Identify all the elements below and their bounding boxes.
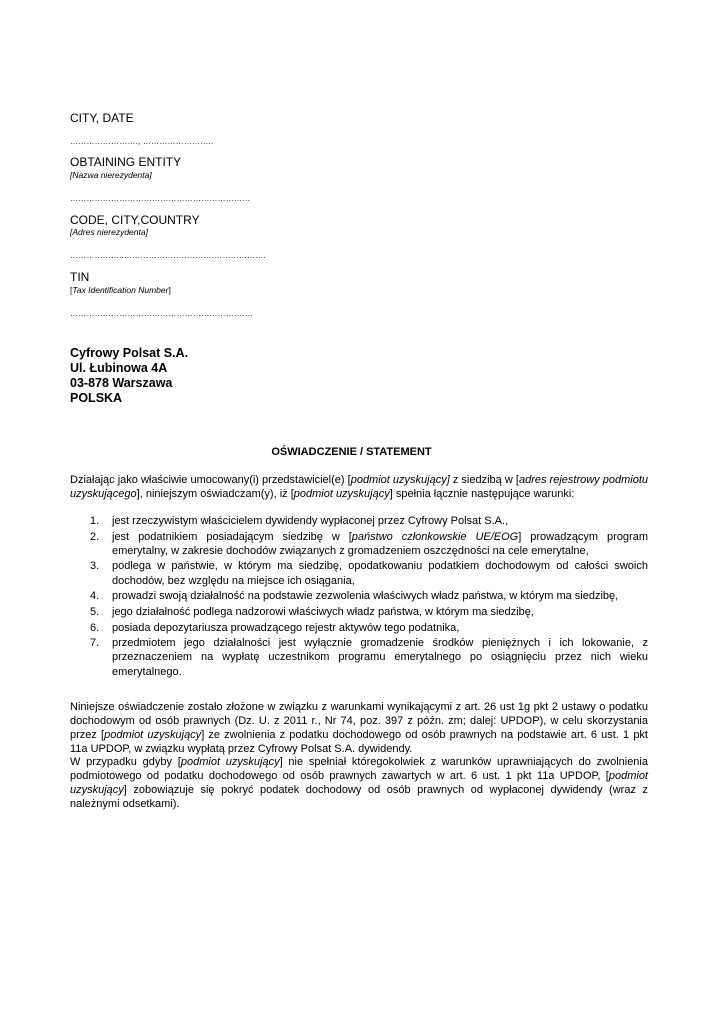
list-item-text: podlega w państwie, w którym ma siedzibę, opodatkowaniu podatkiem dochodowym od całości swoich dochodów, bez względu na miejsce ich osiągania, <box>112 560 648 587</box>
list-item-italic: państwo członkowskie UE/EOG <box>351 530 519 543</box>
recipient-country: POLSKA <box>70 391 123 405</box>
list-item-number: 1. <box>90 515 100 527</box>
intro-text-4: ] spełnia łącznie następujące warunki: <box>389 488 575 500</box>
legal-basis-text-1: Niniejsze oświadczenie zostało złożone w związku z warunkami wynikającymi z art. 26 ust 1g pkt 2 ustawy o podatku dochodowym od osób prawnych (Dz. U. z 2011 r., Nr 74, poz. 397 z późn. zm; dalej: UPDOP), w celu skorzystania przez [ <box>70 701 648 741</box>
list-item-text: przedmiotem jego działalności jest wyłącznie gromadzenie środków pieniężnych i ich lokowanie, z przeznaczeniem na wypłatę uczestnikom programu emerytalnego po osiągnięciu przez nich wieku emerytalnego. <box>112 637 648 678</box>
obtaining-entity-hint: [Nazwa nierezydenta] <box>70 170 152 180</box>
tin-hint-bracket-open: [ <box>70 285 73 295</box>
address-label: CODE, CITY,COUNTRY <box>70 213 200 227</box>
list-item-text: jest podatnikiem posiadającym siedzibę w [ <box>112 530 352 543</box>
list-item-number: 5. <box>90 605 100 618</box>
city-date-dotted-line: ……………………., …………………….. <box>70 137 214 146</box>
intro-italic-1: podmiot uzyskujący] <box>350 474 450 486</box>
address-hint: [Adres nierezydenta] <box>70 227 148 237</box>
list-item <box>70 589 648 603</box>
list-item-number: 2. <box>90 530 100 543</box>
intro-text-2: z siedzibą w [ <box>449 474 519 486</box>
recipient-street: Ul. Łubinowa 4A <box>70 361 168 375</box>
obligation-text-3: ] zobowiązuje się pokryć podatek dochodowy od osób prawnych od wypłaconej dywidendy (wraz z należnymi odsetkami). <box>70 784 648 810</box>
list-item <box>70 636 648 679</box>
list-item <box>70 621 648 635</box>
list-item <box>70 530 648 559</box>
intro-text-3: ], niniejszym oświadczam(y), iż [ <box>136 488 294 500</box>
obligation-text-2: ] nie spełniał któregokolwiek z warunków uprawniających do zwolnienia podmiotowego od podatku dochodowego od osób prawnych zawartych w art. 6 ust. 1 pkt 11a UPDOP, [ <box>70 756 648 782</box>
list-item-number: 3. <box>90 560 100 573</box>
obligation-italic-1: podmiot uzyskujący <box>180 756 280 768</box>
recipient-address <box>70 346 188 406</box>
conditions-list <box>70 514 648 680</box>
list-item-number: 4. <box>90 590 100 603</box>
list-item-number: 6. <box>90 621 100 634</box>
address-dotted-line: ………………..……………………………………………. <box>70 251 266 260</box>
tin-label: TIN <box>70 270 90 284</box>
list-item-text: ] prowadzącym program emerytalny, w zakresie dochodów związanych z gromadzeniem oszczędności na cele emerytalne, <box>112 530 648 557</box>
obtaining-entity-dotted-line: ………………………………………………………… <box>70 194 251 203</box>
recipient-postal-city: 03-878 Warszawa <box>70 376 173 390</box>
statement-title: OŚWIADCZENIE / STATEMENT <box>271 446 432 458</box>
list-item <box>70 514 648 528</box>
statement-obligation <box>70 755 648 811</box>
list-item-text: jest rzeczywistym właścicielem dywidendy wypłaconej przez Cyfrowy Polsat S.A., <box>112 515 509 527</box>
city-date-label: CITY, DATE <box>70 111 134 125</box>
list-item <box>70 559 648 588</box>
intro-text-1: Działając jako właściwie umocowany(i) przedstawiciel(e) [ <box>70 474 351 486</box>
legal-basis-text-2: ] ze zwolnienia z podatku dochodowego od osób prawnych na podstawie art. 6 ust. 1 pkt 11a UPDOP, w związku wypłatą przez Cyfrowy Polsat S.A. dywidendy. <box>70 729 648 755</box>
tin-hint-bracket-close: ] <box>168 285 171 295</box>
recipient-company: Cyfrowy Polsat S.A. <box>70 346 189 360</box>
tin-hint-text: Tax Identification Number <box>72 285 169 295</box>
obtaining-entity-label: OBTAINING ENTITY <box>70 155 182 169</box>
intro-italic-2: adres rejestrowy podmiotu uzyskującego <box>70 474 648 500</box>
intro-italic-3: podmiot uzyskujący <box>293 488 390 500</box>
statement-intro <box>70 473 648 501</box>
statement-legal-basis <box>70 700 648 756</box>
obligation-italic-2: podmiot uzyskujący <box>70 770 648 796</box>
list-item <box>70 605 648 619</box>
legal-basis-italic-1: podmiot uzyskujący <box>104 729 202 741</box>
tin-dotted-line: …………………………………………………………. <box>70 309 253 318</box>
list-item-text: posiada depozytariusza prowadzącego rejestr aktywów tego podatnika, <box>112 621 460 634</box>
obligation-text-1: W przypadku gdyby [ <box>70 756 181 768</box>
tin-hint <box>70 285 171 295</box>
list-item-text: jego działalność podlega nadzorowi właściwych władz państwa, w którym ma siedzibę, <box>112 605 534 618</box>
list-item-text: prowadzi swoją działalność na podstawie zezwolenia właściwych władz państwa, w którym ma siedzibę, <box>112 590 619 603</box>
list-item-number: 7. <box>90 637 100 650</box>
